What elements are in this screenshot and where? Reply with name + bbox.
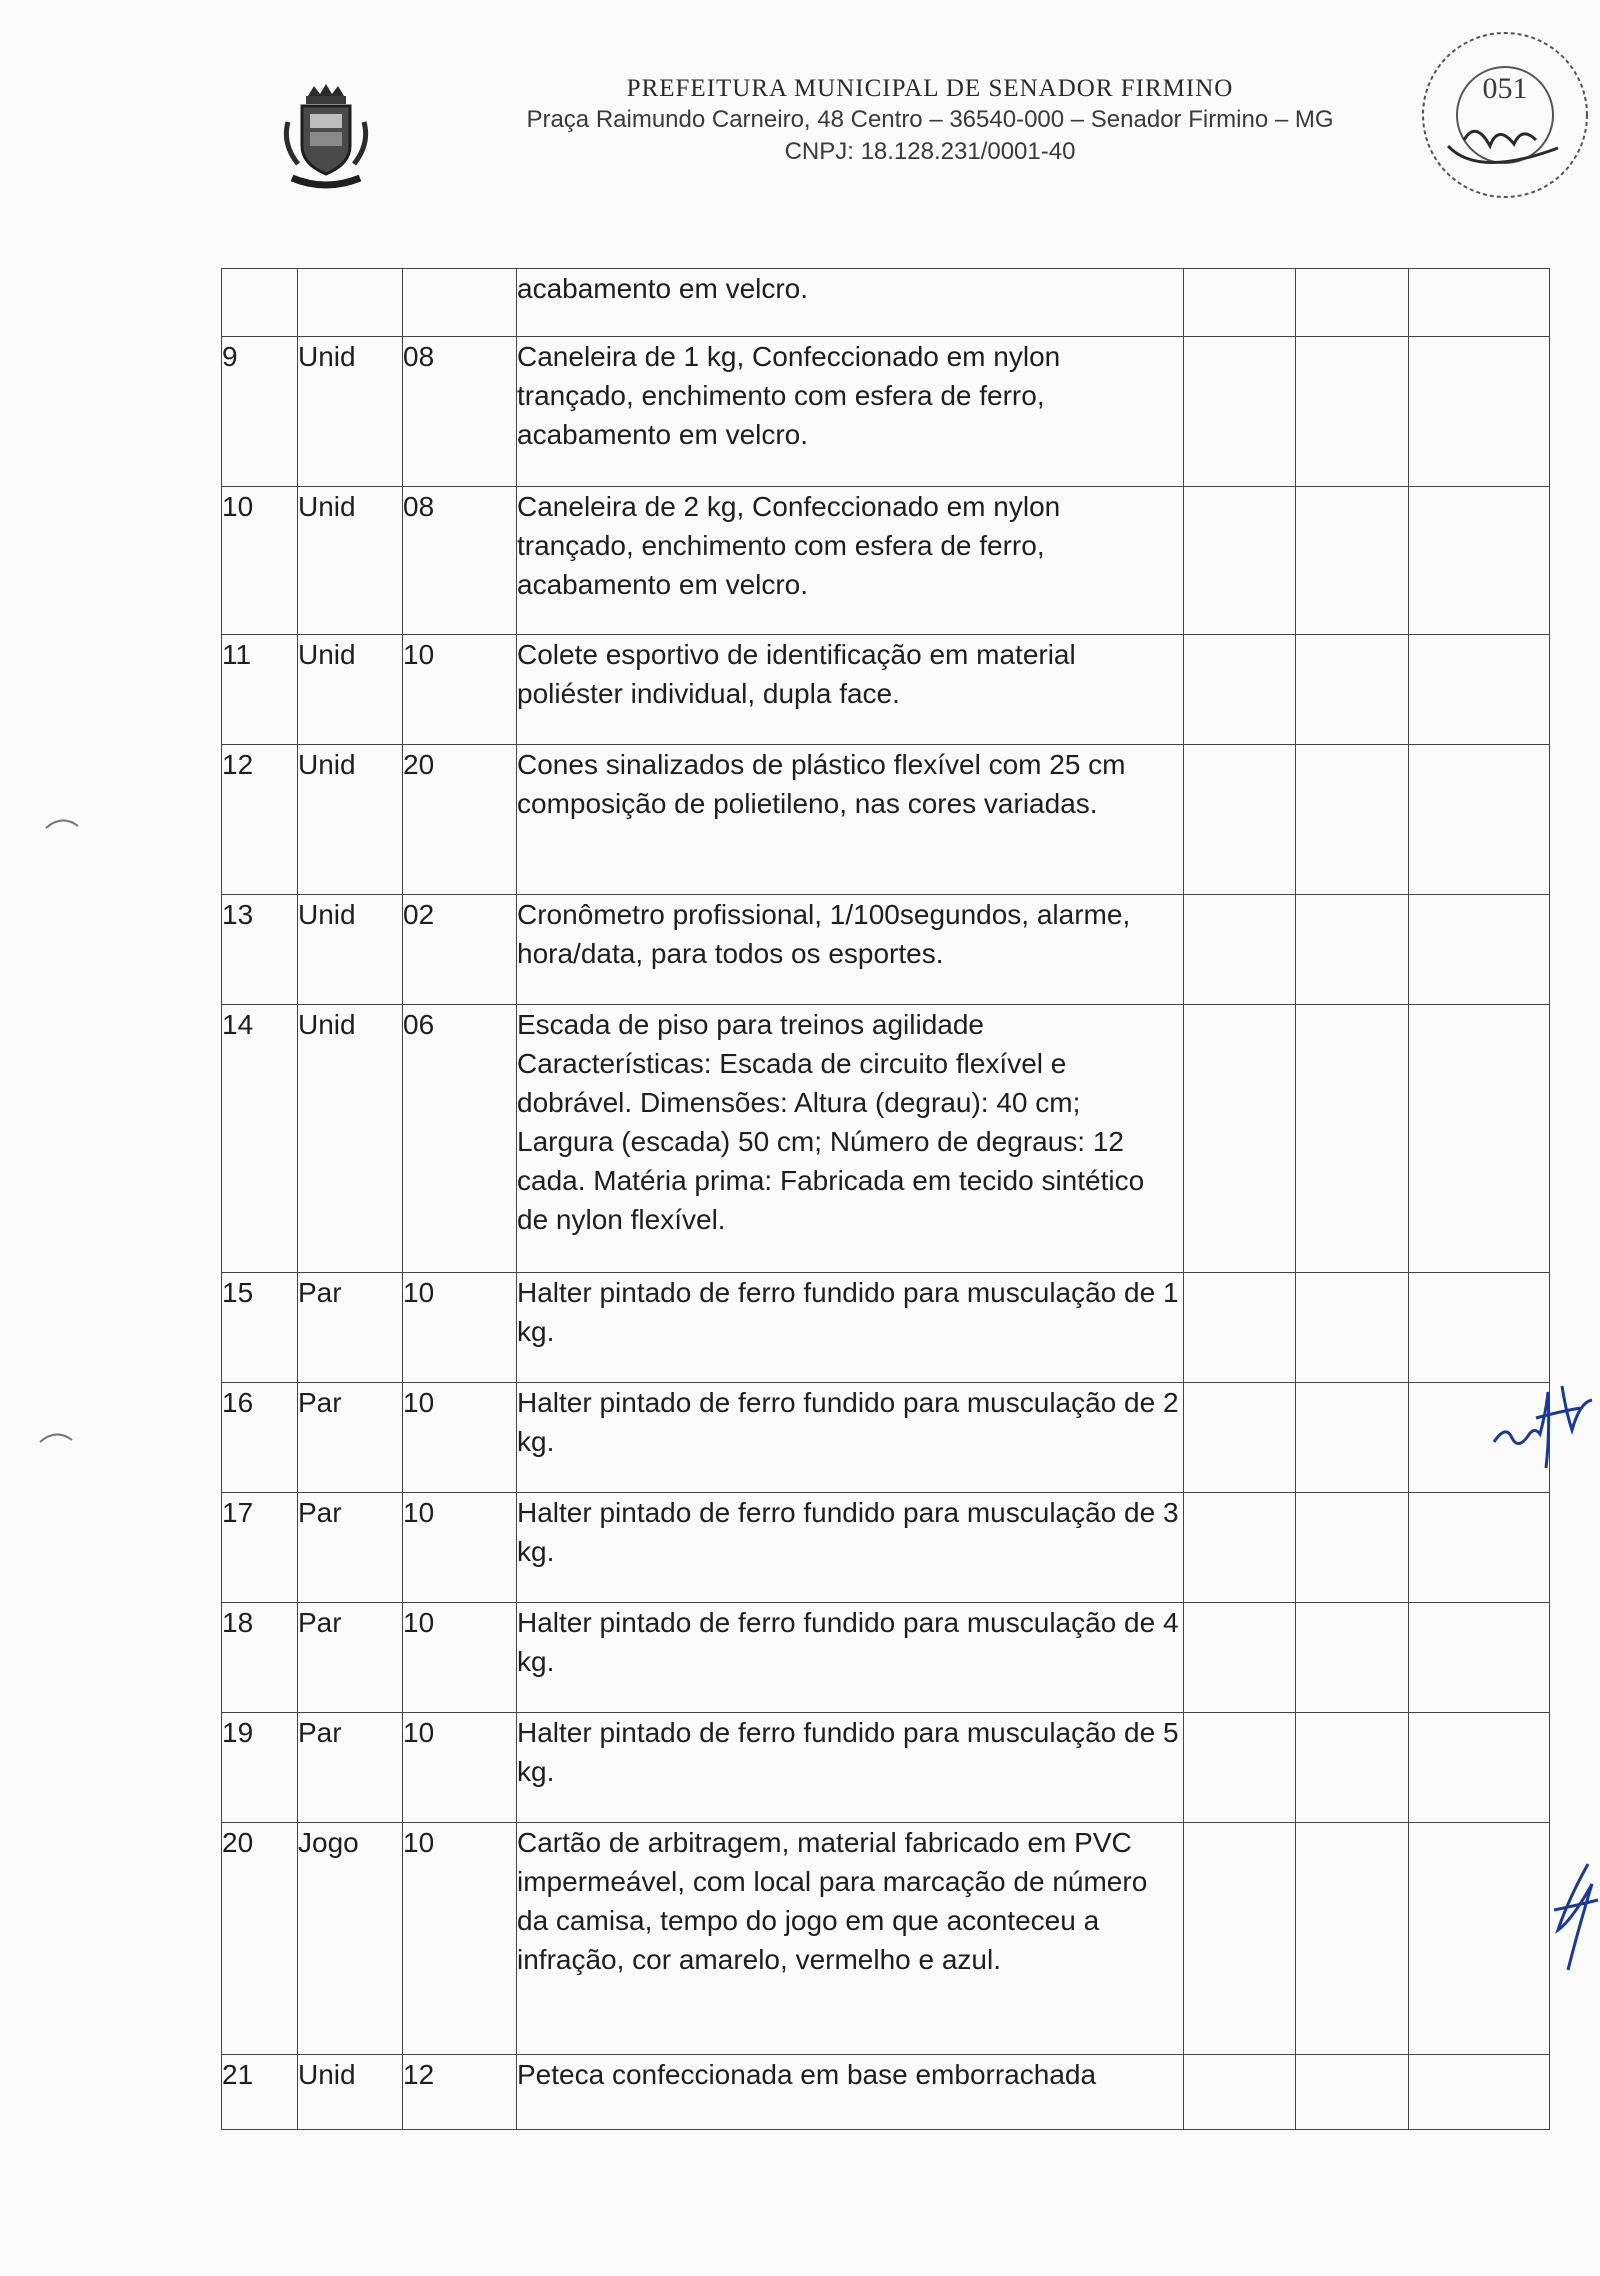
item-quantity: 02 [403, 895, 517, 1005]
item-description: Halter pintado de ferro fundido para musculação de 3 kg. [517, 1493, 1184, 1603]
item-unit: Par [298, 1493, 403, 1603]
empty-cell [1296, 1383, 1409, 1493]
table-cell [222, 269, 298, 337]
item-number: 19 [222, 1713, 298, 1823]
items-table [221, 268, 1550, 2130]
item-number: 18 [222, 1603, 298, 1713]
table-row [222, 745, 1550, 895]
empty-cell [1409, 1273, 1550, 1383]
empty-cell [1296, 1493, 1409, 1603]
item-description: Caneleira de 2 kg, Confeccionado em nylon trançado, enchimento com esfera de ferro, acabamento em velcro. [517, 487, 1184, 635]
empty-cell [1184, 745, 1296, 895]
item-quantity: 10 [403, 1713, 517, 1823]
item-number: 20 [222, 1823, 298, 2055]
item-number: 11 [222, 635, 298, 745]
empty-cell [1296, 1823, 1409, 2055]
empty-cell [1184, 895, 1296, 1005]
table-row [222, 1005, 1550, 1273]
empty-cell [1409, 1713, 1550, 1823]
item-unit: Unid [298, 895, 403, 1005]
table-row [222, 1603, 1550, 1713]
empty-cell [1184, 1713, 1296, 1823]
item-quantity: 08 [403, 487, 517, 635]
empty-cell [1184, 1493, 1296, 1603]
item-quantity: 06 [403, 1005, 517, 1273]
table-row [222, 1493, 1550, 1603]
commission-stamp [1418, 28, 1592, 202]
empty-cell [1184, 1005, 1296, 1273]
letterhead-title: PREFEITURA MUNICIPAL DE SENADOR FIRMINO [626, 75, 1234, 102]
empty-cell [1409, 1005, 1550, 1273]
empty-cell [1409, 487, 1550, 635]
empty-cell [1184, 1603, 1296, 1713]
table-row [222, 337, 1550, 487]
item-description: Caneleira de 1 kg, Confeccionado em nylon trançado, enchimento com esfera de ferro, acabamento em velcro. [517, 337, 1184, 487]
empty-cell [1409, 1603, 1550, 1713]
letterhead-address: Praça Raimundo Carneiro, 48 Centro – 36540-000 – Senador Firmino – MG [526, 106, 1334, 133]
handwritten-initials [1488, 1372, 1598, 1482]
item-number: 13 [222, 895, 298, 1005]
item-description: Cronômetro profissional, 1/100segundos, alarme, hora/data, para todos os esportes. [517, 895, 1184, 1005]
item-description: Colete esportivo de identificação em material poliéster individual, dupla face. [517, 635, 1184, 745]
item-quantity: 10 [403, 1823, 517, 2055]
scan-mark [38, 1428, 74, 1446]
item-number: 14 [222, 1005, 298, 1273]
table-cell [1184, 269, 1296, 337]
table-row [222, 895, 1550, 1005]
empty-cell [1296, 2055, 1409, 2130]
item-quantity: 12 [403, 2055, 517, 2130]
table-cell [403, 269, 517, 337]
table-row-continuation [222, 269, 1550, 337]
empty-cell [1296, 337, 1409, 487]
item-description-continuation: acabamento em velcro. [517, 269, 1184, 337]
item-quantity: 10 [403, 1383, 517, 1493]
handwritten-signature [1548, 1860, 1600, 1980]
table-row [222, 2055, 1550, 2130]
item-quantity: 10 [403, 1273, 517, 1383]
empty-cell [1409, 337, 1550, 487]
item-unit: Unid [298, 745, 403, 895]
empty-cell [1296, 1273, 1409, 1383]
stamp-number: 051 [1482, 72, 1528, 105]
item-unit: Unid [298, 2055, 403, 2130]
item-description: Halter pintado de ferro fundido para musculação de 2 kg. [517, 1383, 1184, 1493]
item-quantity: 10 [403, 1493, 517, 1603]
table-row [222, 1383, 1550, 1493]
letterhead [440, 74, 1420, 168]
empty-cell [1296, 745, 1409, 895]
empty-cell [1296, 1713, 1409, 1823]
table-row [222, 635, 1550, 745]
item-unit: Unid [298, 1005, 403, 1273]
empty-cell [1296, 1603, 1409, 1713]
item-unit: Jogo [298, 1823, 403, 2055]
empty-cell [1296, 895, 1409, 1005]
item-unit: Par [298, 1713, 403, 1823]
empty-cell [1184, 2055, 1296, 2130]
table-cell [1409, 269, 1550, 337]
item-unit: Par [298, 1273, 403, 1383]
empty-cell [1409, 1823, 1550, 2055]
empty-cell [1296, 1005, 1409, 1273]
item-description: Halter pintado de ferro fundido para musculação de 4 kg. [517, 1603, 1184, 1713]
item-unit: Unid [298, 337, 403, 487]
table-cell [1296, 269, 1409, 337]
letterhead-cnpj: CNPJ: 18.128.231/0001-40 [784, 138, 1076, 165]
empty-cell [1409, 1493, 1550, 1603]
item-description: Cartão de arbitragem, material fabricado em PVC impermeável, com local para marcação de número da camisa, tempo do jogo em que aconteceu a infração, cor amarelo, vermelho e azul. [517, 1823, 1184, 2055]
empty-cell [1409, 635, 1550, 745]
item-description: Escada de piso para treinos agilidade Características: Escada de circuito flexível e dobrável. Dimensões: Altura (degrau): 40 cm; Largura (escada) 50 cm; Número de degraus: 12 cada. Matéria prima: Fabricada em tecido sintético de nylon flexível. [517, 1005, 1184, 1273]
item-number: 12 [222, 745, 298, 895]
empty-cell [1184, 337, 1296, 487]
table-cell [298, 269, 403, 337]
empty-cell [1296, 635, 1409, 745]
empty-cell [1184, 1823, 1296, 2055]
item-description: Halter pintado de ferro fundido para musculação de 1 kg. [517, 1273, 1184, 1383]
item-number: 9 [222, 337, 298, 487]
table-row [222, 487, 1550, 635]
item-number: 17 [222, 1493, 298, 1603]
empty-cell [1184, 1273, 1296, 1383]
empty-cell [1409, 2055, 1550, 2130]
empty-cell [1296, 487, 1409, 635]
item-quantity: 08 [403, 337, 517, 487]
scan-mark [44, 814, 80, 832]
item-description: Peteca confeccionada em base emborrachada [517, 2055, 1184, 2130]
table-row [222, 1823, 1550, 2055]
empty-cell [1409, 745, 1550, 895]
table-row [222, 1713, 1550, 1823]
item-unit: Unid [298, 487, 403, 635]
empty-cell [1184, 635, 1296, 745]
table-row [222, 1273, 1550, 1383]
item-quantity: 10 [403, 635, 517, 745]
item-unit: Par [298, 1383, 403, 1493]
empty-cell [1184, 1383, 1296, 1493]
item-quantity: 20 [403, 745, 517, 895]
item-unit: Par [298, 1603, 403, 1713]
item-number: 15 [222, 1273, 298, 1383]
item-number: 10 [222, 487, 298, 635]
empty-cell [1184, 487, 1296, 635]
municipal-crest-logo [278, 82, 374, 194]
item-number: 16 [222, 1383, 298, 1493]
item-quantity: 10 [403, 1603, 517, 1713]
item-description: Cones sinalizados de plástico flexível com 25 cm composição de polietileno, nas cores variadas. [517, 745, 1184, 895]
empty-cell [1409, 895, 1550, 1005]
item-unit: Unid [298, 635, 403, 745]
item-number: 21 [222, 2055, 298, 2130]
item-description: Halter pintado de ferro fundido para musculação de 5 kg. [517, 1713, 1184, 1823]
items-table-body [222, 269, 1550, 2130]
